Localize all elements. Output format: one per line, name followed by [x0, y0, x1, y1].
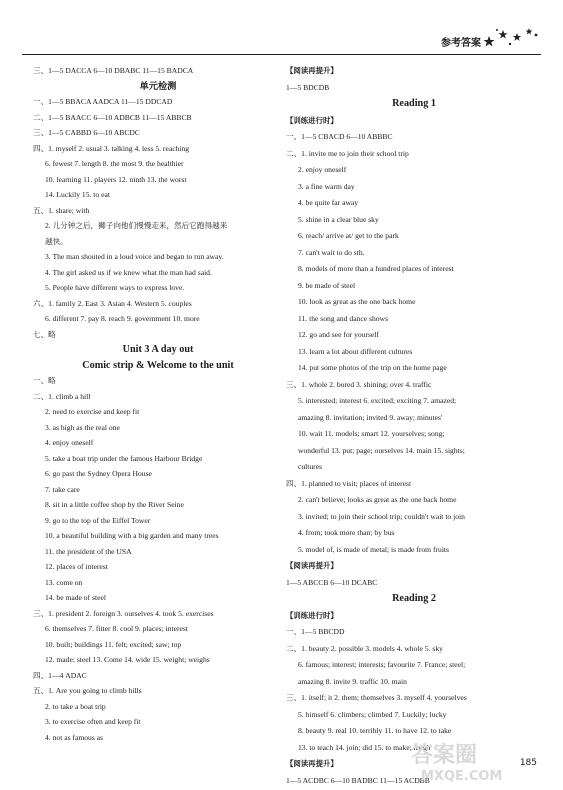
- answer-line: 四、1—4 ADAC: [33, 670, 87, 680]
- answer-line: 6. different 7. pay 8. reach 9. government 10. more: [45, 314, 200, 323]
- answer-line: 1—5 BDCDB: [286, 82, 330, 92]
- answer-line: 五、1. share; with: [33, 205, 90, 215]
- section-heading: Comic strip & Welcome to the unit: [82, 359, 234, 371]
- answer-line: 2. 儿分钟之后，狮子向他们慢慢走来，然后它跑得越来: [45, 221, 228, 230]
- answer-line: 二、1. beauty 2. possible 3. models 4. whole 5. sky: [286, 643, 443, 653]
- subsection-label: 【训练进行时】: [286, 115, 338, 125]
- answer-line: 11. the song and dance shows: [298, 313, 388, 323]
- answer-line: 六、1. family 2. East 3. Asian 4. Western 5. couples: [33, 298, 192, 308]
- answer-line: 12. made; steel 13. Come 14. wide 15. weight; weighs: [45, 655, 210, 664]
- star-decoration-icon: [481, 26, 541, 52]
- answer-line: 3. The man shouted in a loud voice and began to run away.: [45, 252, 224, 261]
- answer-line: 6. go past the Sydney Opera House: [45, 469, 152, 478]
- page-number: 185: [519, 758, 537, 768]
- answer-line: 一、1—5 BBACA AADCA 11—15 DDCAD: [33, 97, 173, 106]
- answer-line: 11. the president of the USA: [45, 546, 132, 556]
- answer-line: 6. fewest 7. length 8. the most 9. the healthier: [45, 159, 184, 168]
- answer-line: 5. interested; interest 6. excited; exciting 7. amazed;: [298, 396, 457, 405]
- answer-line: 3. to exercise often and keep fit: [45, 717, 141, 726]
- subsection-label: 【阅读再提升】: [286, 759, 338, 768]
- answer-line: 2. can't believe; looks as great as the one back home: [298, 495, 457, 504]
- answer-line: 4. from; took more than; by bus: [298, 528, 395, 537]
- answer-line: 4. be quite far away: [298, 198, 359, 207]
- section-heading: 单元检测: [139, 80, 177, 92]
- answer-line: 13. to teach 14. join; did 15. to make; laugh: [298, 742, 431, 752]
- left-answer-column: [33, 63, 283, 745]
- header-title: 参考答案: [441, 38, 481, 49]
- subsection-label: 【训练进行时】: [286, 610, 338, 620]
- answer-line: 4. not as famous as: [45, 732, 103, 742]
- answer-line: 10. wait 11. models; smart 12. yourselves; song;: [298, 429, 445, 438]
- answer-line: 七、略: [33, 329, 56, 339]
- subsection-label: 【阅读再提升】: [286, 561, 338, 570]
- answer-line: 一、1—5 CBACD 6—10 ABBBC: [286, 132, 393, 141]
- answer-line: 12. go and see for yourself: [298, 330, 379, 339]
- answer-line: 1—5 ABCCB 6—10 DCABC: [286, 577, 378, 587]
- answer-line: 8. sit in a little coffee shop by the River Seine: [45, 500, 184, 509]
- answer-line: 三、1. whole 2. bored 3. shining; over 4. traffic: [286, 379, 432, 389]
- section-heading: Reading 2: [392, 593, 436, 604]
- watermark-text: 答案圈: [411, 743, 478, 768]
- answer-line: 一、1—5 BBCDD: [286, 627, 345, 636]
- answer-line: 3. a fine warm day: [298, 181, 355, 191]
- answer-line: 五、1. Are you going to climb hills: [33, 686, 142, 695]
- answer-line: 二、1. invite me to join their school trip: [286, 148, 409, 158]
- right-answer-column: [286, 63, 542, 789]
- answer-line: 二、1—5 BAACC 6—10 ADBCB 11—15 ABBCB: [33, 112, 192, 122]
- answer-line: 14. be made of steel: [45, 593, 106, 602]
- answer-line: 13. come on: [45, 577, 83, 587]
- answer-line: 一、略: [33, 376, 56, 385]
- answer-line: 10. built; buildings 11. felt; excited; saw; top: [45, 639, 182, 649]
- answer-line: amazing 8. invitation; invited 9. away; minutes': [298, 412, 443, 422]
- answer-line: 9. be made of steel: [298, 280, 356, 290]
- answer-line: 14. put some photos of the trip on the home page: [298, 363, 447, 372]
- answer-line: 三、1. itself; it 2. them; themselves 3. myself 4. yourselves: [286, 693, 467, 702]
- watermark-url: MXQE.COM: [421, 769, 503, 784]
- answer-line: 5. himself 6. climbers; climbed 7. Luckily; lucky: [298, 709, 447, 719]
- answer-line: 10. look as great as the one back home: [298, 297, 416, 306]
- answer-line: 三、1. president 2. foreign 3. ourselves 4. took 5. exercises: [33, 608, 214, 618]
- answer-line: 14. Luckily 15. to eat: [45, 190, 110, 199]
- page-header: [22, 14, 541, 55]
- answer-line: wonderful 13. put; page; ourselves 14. main 15. sights;: [298, 445, 465, 455]
- answer-line: 4. The girl asked us if we knew what the man had said.: [45, 267, 212, 277]
- answer-line: amazing 8. invite 9. traffic 10. main: [298, 676, 407, 686]
- answer-line: 三、1—5 CABBD 6—10 ABCDC: [33, 128, 140, 137]
- answer-line: 4. enjoy oneself: [45, 438, 94, 447]
- answer-line: 6. themselves 7. fitter 8. cool 9. places; interest: [45, 624, 188, 633]
- answer-line: 3. invited; to join their school trip; couldn't wait to join: [298, 511, 465, 521]
- section-heading: Unit 3 A day out: [122, 344, 194, 355]
- answer-line: 越快。: [45, 236, 68, 246]
- answer-line: 2. enjoy oneself: [298, 165, 347, 174]
- answer-line: 7. can't wait to do sth.: [298, 247, 365, 257]
- answer-line: 9. go to the top of the Eiffel Tower: [45, 515, 151, 525]
- answer-line: 四、1. planned to visit; places of interest: [286, 478, 412, 488]
- answer-line: 四、1. myself 2. usual 3. talking 4. less 5. reaching: [33, 143, 190, 153]
- answer-line: 12. places of interest: [45, 562, 108, 571]
- answer-line: 2. to take a boat trip: [45, 701, 106, 711]
- answer-line: 5. People have different ways to express love.: [45, 283, 185, 292]
- answer-line: 三、1—5 DACCA 6—10 DBABC 11—15 BADCA: [33, 66, 194, 75]
- answer-line: 13. learn a lot about different cultures: [298, 346, 413, 356]
- answer-line: 8. models of more than a hundred places of interest: [298, 264, 454, 273]
- answer-line: 5. take a boat trip under the famous Harbour Bridge: [45, 453, 203, 463]
- answer-line: 10. a beautiful building with a big garden and many trees: [45, 531, 219, 540]
- answer-line: 3. as high as the real one: [45, 422, 120, 432]
- answer-line: 7. take care: [45, 484, 80, 494]
- answer-line: 6. reach/ arrive at/ get to the park: [298, 231, 399, 240]
- answer-line: 5. model of, is made of metal; is made from fruits: [298, 544, 449, 554]
- answer-line: 6. famous; interest; interests; favourite 7. France; steel;: [298, 660, 466, 669]
- answer-line: cultures: [298, 462, 323, 471]
- answer-line: 10. learning 11. players 12. ninth 13. the worst: [45, 174, 187, 184]
- answer-line: 二、1. climb a hill: [33, 391, 91, 401]
- answer-line: 1—5 ACDBC 6—10 BADBC 11—15 ACDBB: [286, 775, 430, 785]
- subsection-label: 【阅读再提升】: [286, 66, 338, 75]
- section-heading: Reading 1: [392, 98, 436, 109]
- answer-line: 8. beauty 9. real 10. terribly 11. to have 12. to take: [298, 726, 452, 735]
- answer-line: 5. shine in a clear blue sky: [298, 214, 379, 224]
- answer-line: 2. need to exercise and keep fit: [45, 407, 140, 416]
